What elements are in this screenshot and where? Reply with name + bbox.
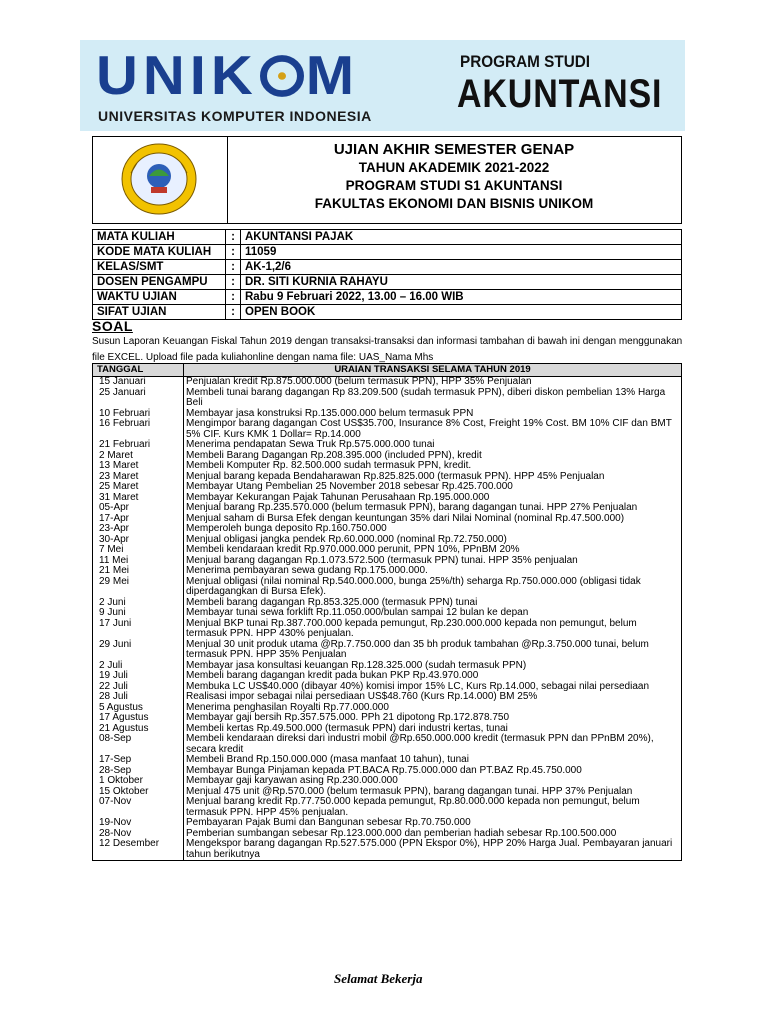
transaction-date: 19-Nov	[93, 818, 184, 829]
transaction-date: 31 Maret	[93, 493, 184, 504]
header-banner	[80, 40, 685, 131]
transaction-description: Membayar tunai sewa forklift Rp.11.050.000/bulan sampai 12 bulan ke depan	[184, 608, 682, 619]
transaction-description: Menerima pembayaran sewa gudang Rp.175.000.000.	[184, 566, 682, 577]
transaction-date: 22 Juli	[93, 682, 184, 693]
info-value: AKUNTANSI PAJAK	[241, 230, 682, 245]
transaction-date: 13 Maret	[93, 461, 184, 472]
table-row	[93, 503, 682, 514]
info-row	[93, 305, 682, 320]
table-row	[93, 713, 682, 724]
table-row	[93, 671, 682, 682]
transaction-date: 25 Januari	[93, 388, 184, 409]
transaction-date: 28-Sep	[93, 766, 184, 777]
table-row	[93, 818, 682, 829]
table-row	[93, 377, 682, 388]
transaction-description: Menjual saham di Bursa Efek dengan keuntungan 35% dari Nilai Nominal (nominal Rp.47.500.000)	[184, 514, 682, 525]
transaction-date: 16 Februari	[93, 419, 184, 440]
seal-cell	[93, 137, 228, 223]
section-heading: SOAL	[92, 318, 133, 334]
table-row	[93, 619, 682, 640]
transaction-date: 28-Nov	[93, 829, 184, 840]
table-row	[93, 608, 682, 619]
transaction-date: 23-Apr	[93, 524, 184, 535]
transaction-date: 07-Nov	[93, 797, 184, 818]
transaction-description: Membeli kendaraan kredit Rp.970.000.000 perunit, PPN 10%, PPnBM 20%	[184, 545, 682, 556]
brand-eye-icon	[260, 55, 304, 97]
transaction-description: Pemberian sumbangan sebesar Rp.123.000.000 dan pemberian hadiah sebesar Rp.100.500.000	[184, 829, 682, 840]
transaction-description: Menjual BKP tunai Rp.387.700.000 kepada pemungut, Rp.230.000.000 kepada non pemungut, belum termasuk PPN. HPP 430% penjualan.	[184, 619, 682, 640]
transaction-date: 29 Mei	[93, 577, 184, 598]
info-row	[93, 275, 682, 290]
info-value: 11059	[241, 245, 682, 260]
description-column-header: URAIAN TRANSAKSI SELAMA TAHUN 2019	[184, 364, 682, 377]
closing-note: Selamat Bekerja	[334, 971, 423, 986]
info-colon: :	[226, 230, 241, 245]
transaction-date: 21 Februari	[93, 440, 184, 451]
info-key: WAKTU UJIAN	[93, 290, 226, 305]
transaction-description: Membeli barang dagangan Rp.853.325.000 (termasuk PPN) tunai	[184, 598, 682, 609]
info-row	[93, 260, 682, 275]
transaction-description: Pembayaran Pajak Bumi dan Bangunan sebesar Rp.70.750.000	[184, 818, 682, 829]
info-colon: :	[226, 260, 241, 275]
table-row	[93, 566, 682, 577]
table-row	[93, 514, 682, 525]
transaction-date: 9 Juni	[93, 608, 184, 619]
info-colon: :	[226, 245, 241, 260]
academic-year: TAHUN AKADEMIK 2021-2022	[358, 160, 550, 175]
transaction-date: 25 Maret	[93, 482, 184, 493]
transaction-description: Menjual barang Rp.235.570.000 (belum termasuk PPN), barang dagangan tunai. HPP 27% Penjualan	[184, 503, 682, 514]
transaction-description: Membeli Brand Rp.150.000.000 (masa manfaat 10 tahun), tunai	[184, 755, 682, 766]
transaction-date: 23 Maret	[93, 472, 184, 483]
transaction-description: Menjual 30 unit produk utama @Rp.7.750.000 dan 35 bh produk tambahan @Rp.3.750.000 tunai, belum termasuk PPN. HPP 35% Penjualan	[184, 640, 682, 661]
table-row	[93, 545, 682, 556]
info-value: DR. SITI KURNIA RAHAYU	[241, 275, 682, 290]
transaction-date: 19 Juli	[93, 671, 184, 682]
exam-title-lines	[227, 137, 681, 223]
transaction-date: 17 Juni	[93, 619, 184, 640]
transaction-description: Penjualan kredit Rp.875.000.000 (belum termasuk PPN), HPP 35% Penjualan	[184, 377, 682, 388]
transaction-date: 28 Juli	[93, 692, 184, 703]
info-key: KODE MATA KULIAH	[93, 245, 226, 260]
exam-title: UJIAN AKHIR SEMESTER GENAP	[333, 141, 575, 158]
program-name: AKUNTANSI	[457, 72, 663, 116]
instruction-text: Susun Laporan Keuangan Fiskal Tahun 2019 dengan transaksi-transaksi dan informasi tambahan di bawah ini dengan menggunakan file EXCEL. Upload file pada kuliahonline dengan nama file: UAS_Nama Mhs	[92, 336, 683, 363]
brand-text-right: M	[305, 44, 360, 107]
brand-logo	[96, 44, 360, 107]
transaction-date: 29 Juni	[93, 640, 184, 661]
transaction-date: 10 Februari	[93, 409, 184, 420]
info-colon: :	[226, 290, 241, 305]
table-row	[93, 839, 682, 861]
table-header-row	[93, 364, 682, 377]
info-value: OPEN BOOK	[241, 305, 682, 320]
transaction-date: 17-Sep	[93, 755, 184, 766]
transaction-description: Membeli barang dagangan kredit pada bukan PKP Rp.43.970.000	[184, 671, 682, 682]
table-row	[93, 440, 682, 451]
transaction-date: 30-Apr	[93, 535, 184, 546]
table-row	[93, 797, 682, 818]
university-seal-icon	[121, 143, 197, 215]
info-key: MATA KULIAH	[93, 230, 226, 245]
transaction-date: 2 Maret	[93, 451, 184, 462]
transaction-description: Membeli tunai barang dagangan Rp 83.209.500 (sudah termasuk PPN), diberi diskon pembelian 13% Harga Beli	[184, 388, 682, 409]
info-key: DOSEN PENGAMPU	[93, 275, 226, 290]
transaction-description: Membayar jasa konsultasi keuangan Rp.128.325.000 (sudah termasuk PPN)	[184, 661, 682, 672]
transaction-date: 12 Desember	[93, 839, 184, 861]
transaction-description: Membeli kertas Rp.49.500.000 (termasuk PPN) dari industri kertas, tunai	[184, 724, 682, 735]
transaction-description: Membayar Bunga Pinjaman kepada PT.BACA Rp.75.000.000 dan PT.BAZ Rp.45.750.000	[184, 766, 682, 777]
transaction-description: Memperoleh bunga deposito Rp.160.750.000	[184, 524, 682, 535]
transactions-body	[93, 377, 682, 861]
brand-text-left: UNIK	[96, 44, 258, 107]
program-label: PROGRAM STUDI	[460, 52, 591, 71]
transaction-date: 1 Oktober	[93, 776, 184, 787]
exam-title-box	[92, 136, 682, 224]
info-row	[93, 290, 682, 305]
table-row	[93, 577, 682, 598]
transaction-description: Menjual 475 unit @Rp.570.000 (belum termasuk PPN), barang dagangan tunai. HPP 37% Penjualan	[184, 787, 682, 798]
table-row	[93, 524, 682, 535]
transaction-description: Membayar gaji karyawan asing Rp.230.000.000	[184, 776, 682, 787]
transaction-description: Menerima pendapatan Sewa Truk Rp.575.000.000 tunai	[184, 440, 682, 451]
transaction-description: Membeli Barang Dagangan Rp.208.395.000 (included PPN), kredit	[184, 451, 682, 462]
study-program: PROGRAM STUDI S1 AKUNTANSI	[345, 178, 563, 193]
transaction-description: Menjual barang dagangan Rp.1.073.572.500 (termasuk PPN) tunai. HPP 35% penjualan	[184, 556, 682, 567]
info-colon: :	[226, 275, 241, 290]
transaction-description: Menjual obligasi jangka pendek Rp.60.000.000 (nominal Rp.72.750.000)	[184, 535, 682, 546]
table-row	[93, 482, 682, 493]
transaction-description: Menjual barang kepada Bendaharawan Rp.825.825.000 (termasuk PPN). HPP 45% Penjualan	[184, 472, 682, 483]
transaction-date: 17-Apr	[93, 514, 184, 525]
table-row	[93, 692, 682, 703]
info-key: SIFAT UJIAN	[93, 305, 226, 320]
transaction-description: Membeli Komputer Rp. 82.500.000 sudah termasuk PPN, kredit.	[184, 461, 682, 472]
transaction-description: Menerima penghasilan Royalti Rp.77.000.000	[184, 703, 682, 714]
transaction-description: Menjual obligasi (nilai nominal Rp.540.000.000, bunga 25%/th) seharga Rp.750.000.000 (obligasi tidak diperdagangkan di Bursa Efek).	[184, 577, 682, 598]
transaction-description: Mengimpor barang dagangan Cost US$35.700, Insurance 8% Cost, Freight 19% Cost. BM 10% CIF dan BMT 5% CIF. Kurs KMK 1 Dollar= Rp.14.000	[184, 419, 682, 440]
transaction-description: Membuka LC US$40.000 (dibayar 40%) komisi impor 15% LC, Kurs Rp.14.000, sebagai nilai persediaan	[184, 682, 682, 693]
transaction-date: 21 Mei	[93, 566, 184, 577]
transaction-description: Membayar Kekurangan Pajak Tahunan Perusahaan Rp.195.000.000	[184, 493, 682, 504]
table-row	[93, 419, 682, 440]
transaction-date: 15 Januari	[93, 377, 184, 388]
transaction-date: 2 Juni	[93, 598, 184, 609]
transaction-description: Mengekspor barang dagangan Rp.527.575.000 (PPN Ekspor 0%), HPP 20% Harga Jual. Pembayaran januari tahun berikutnya	[184, 839, 682, 861]
table-row	[93, 388, 682, 409]
transaction-date: 11 Mei	[93, 556, 184, 567]
faculty: FAKULTAS EKONOMI DAN BISNIS UNIKOM	[314, 196, 594, 211]
course-info-table	[92, 229, 682, 320]
info-colon: :	[226, 305, 241, 320]
transaction-description: Menjual barang kredit Rp.77.750.000 kepada pemungut, Rp.80.000.000 kepada non pemungut, belum termasuk PPN. HPP 45% penjualan.	[184, 797, 682, 818]
transaction-date: 08-Sep	[93, 734, 184, 755]
transaction-description: Membeli kendaraan direksi dari industri mobil @Rp.650.000.000 kredit (termasuk PPN dan PPnBM 20%), secara kredit	[184, 734, 682, 755]
table-row	[93, 755, 682, 766]
transaction-date: 05-Apr	[93, 503, 184, 514]
university-name: UNIVERSITAS KOMPUTER INDONESIA	[98, 108, 372, 124]
info-row	[93, 230, 682, 245]
transaction-date: 17 Agustus	[93, 713, 184, 724]
info-key: KELAS/SMT	[93, 260, 226, 275]
date-column-header: TANGGAL	[93, 364, 184, 377]
transaction-date: 21 Agustus	[93, 724, 184, 735]
transaction-description: Membayar gaji bersih Rp.357.575.000. PPh 21 dipotong Rp.172.878.750	[184, 713, 682, 724]
transaction-description: Realisasi impor sebagai nilai persediaan US$48.760 (Kurs Rp.14.000) BM 25%	[184, 692, 682, 703]
table-row	[93, 461, 682, 472]
transaction-date: 7 Mei	[93, 545, 184, 556]
info-value: AK-1,2/6	[241, 260, 682, 275]
table-row	[93, 776, 682, 787]
info-value: Rabu 9 Februari 2022, 13.00 – 16.00 WIB	[241, 290, 682, 305]
table-row	[93, 734, 682, 755]
info-row	[93, 245, 682, 260]
transaction-description: Membayar Utang Pembelian 25 November 2018 sebesar Rp.425.700.000	[184, 482, 682, 493]
table-row	[93, 640, 682, 661]
transaction-date: 15 Oktober	[93, 787, 184, 798]
transaction-description: Membayar jasa konstruksi Rp.135.000.000 belum termasuk PPN	[184, 409, 682, 420]
transaction-date: 5 Agustus	[93, 703, 184, 714]
transaction-date: 2 Juli	[93, 661, 184, 672]
transactions-table	[92, 363, 682, 861]
